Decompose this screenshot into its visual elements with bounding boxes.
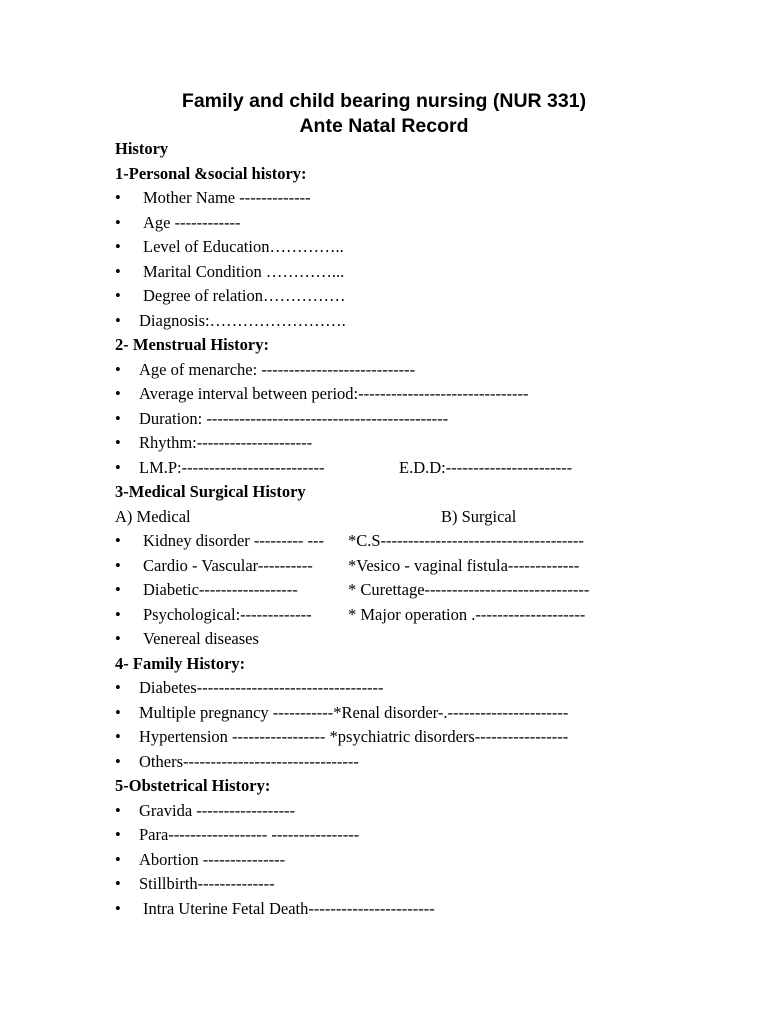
duration-field: Duration: --------------------------------------------: [139, 409, 449, 428]
vesico-vaginal-fistula-field: *Vesico - vaginal fistula-------------: [348, 556, 580, 575]
hypertension-field: Hypertension ----------------- *psychiatric disorders-----------------: [139, 727, 569, 746]
stillbirth-field: Stillbirth--------------: [139, 874, 275, 893]
bullet: •: [115, 237, 121, 256]
bullet: •: [115, 605, 121, 624]
bullet: •: [115, 262, 121, 281]
period-interval-field: Average interval between period:-------------------------------: [139, 384, 529, 403]
bullet: •: [115, 286, 121, 305]
abortion-field: Abortion ---------------: [139, 850, 286, 869]
edd-field: E.D.D:-----------------------: [399, 458, 573, 477]
venereal-diseases-field: Venereal diseases: [143, 629, 259, 648]
bullet: •: [115, 433, 121, 452]
bullet: •: [115, 752, 121, 771]
bullet: •: [115, 311, 121, 330]
menstrual-history-heading: 2- Menstrual History:: [115, 335, 269, 354]
obstetrical-history-heading: 5-Obstetrical History:: [115, 776, 271, 795]
family-history-heading: 4- Family History:: [115, 654, 246, 673]
bullet: •: [115, 825, 121, 844]
family-others-field: Others--------------------------------: [139, 752, 359, 771]
bullet: •: [115, 629, 121, 648]
diabetic-field: Diabetic------------------: [143, 580, 298, 599]
multiple-pregnancy-field: Multiple pregnancy -----------*Renal disorder-.----------------------: [139, 703, 569, 722]
bullet: •: [115, 850, 121, 869]
curettage-field: * Curettage------------------------------: [348, 580, 590, 599]
cardio-vascular-field: Cardio - Vascular----------: [143, 556, 313, 575]
bullet: •: [115, 801, 121, 820]
bullet: •: [115, 703, 121, 722]
bullet: •: [115, 727, 121, 746]
family-diabetes-field: Diabetes----------------------------------: [139, 678, 384, 697]
bullet: •: [115, 213, 121, 232]
document-title: Family and child bearing nursing (NUR 331): [181, 90, 587, 112]
psychological-field: Psychological:-------------: [143, 605, 312, 624]
kidney-disorder-field: Kidney disorder --------- ---: [143, 531, 324, 550]
medical-surgical-heading: 3-Medical Surgical History: [115, 482, 306, 501]
bullet: •: [115, 360, 121, 379]
personal-history-heading: 1-Personal &social history:: [115, 164, 307, 183]
bullet: •: [115, 899, 121, 918]
bullet: •: [115, 580, 121, 599]
rhythm-field: Rhythm:---------------------: [139, 433, 313, 452]
diagnosis-field: Diagnosis:…………………….: [139, 311, 346, 330]
bullet: •: [115, 188, 121, 207]
mother-name-field: Mother Name -------------: [143, 188, 311, 207]
menarche-age-field: Age of menarche: ----------------------------: [139, 360, 416, 379]
gravida-field: Gravida ------------------: [139, 801, 296, 820]
lmp-field: LM.P:--------------------------: [139, 458, 325, 477]
bullet: •: [115, 678, 121, 697]
bullet: •: [115, 874, 121, 893]
bullet: •: [115, 531, 121, 550]
para-field: Para------------------ ----------------: [139, 825, 360, 844]
bullet: •: [115, 384, 121, 403]
surgical-label: B) Surgical: [441, 507, 517, 526]
bullet: •: [115, 409, 121, 428]
bullet: •: [115, 458, 121, 477]
age-field: Age ------------: [143, 213, 241, 232]
education-field: Level of Education…………..: [143, 237, 344, 256]
iufd-field: Intra Uterine Fetal Death-----------------------: [143, 899, 435, 918]
medical-label: A) Medical: [115, 507, 191, 526]
major-operation-field: * Major operation .--------------------: [348, 605, 586, 624]
cs-field: *C.S-------------------------------------: [348, 531, 584, 550]
marital-condition-field: Marital Condition …………...: [143, 262, 345, 281]
document-subtitle: Ante Natal Record: [299, 115, 469, 137]
degree-of-relation-field: Degree of relation……………: [143, 286, 346, 305]
bullet: •: [115, 556, 121, 575]
history-heading: History: [115, 139, 169, 158]
